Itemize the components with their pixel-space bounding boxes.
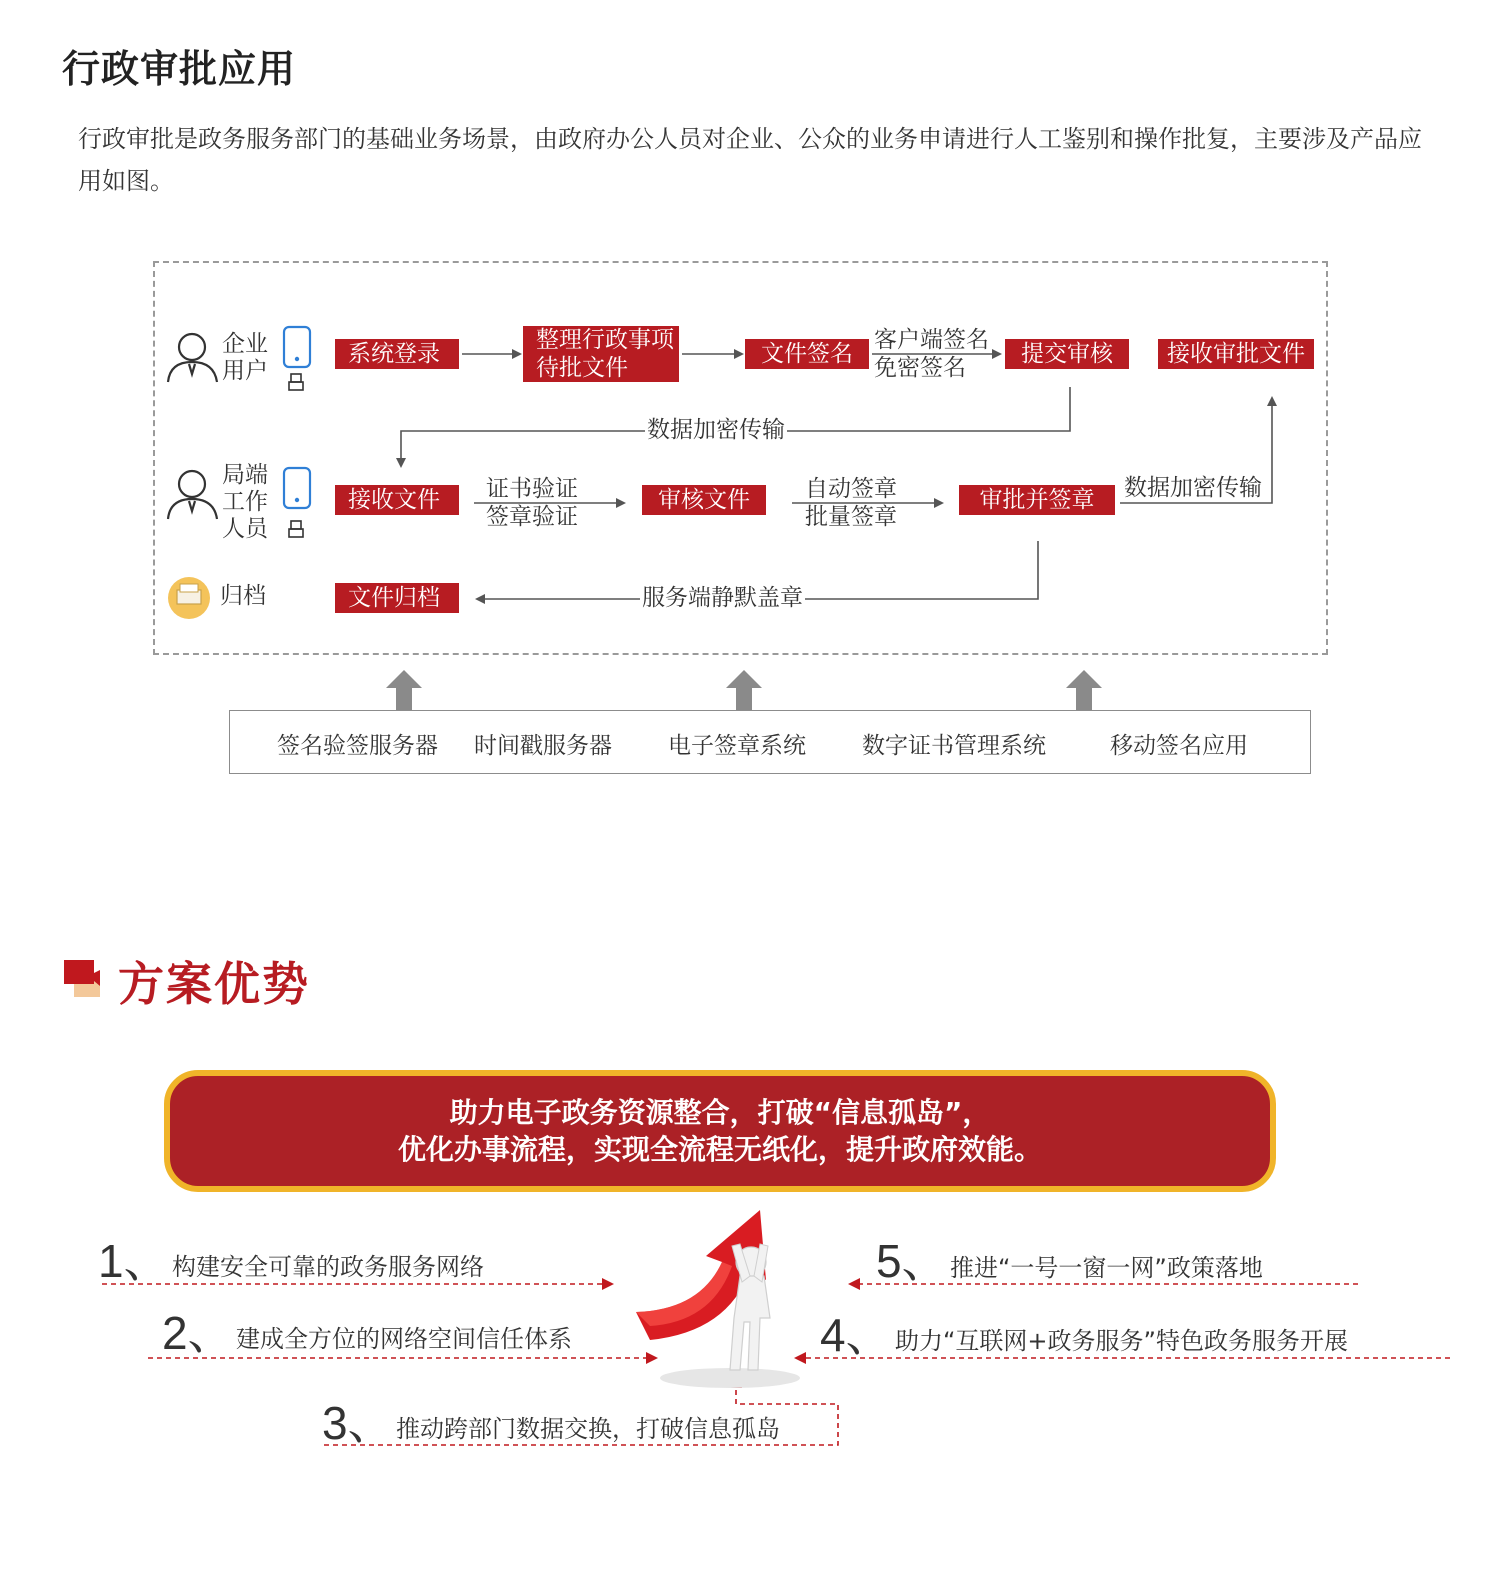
- advantage-banner: [164, 1070, 1276, 1192]
- usb-key-icon-enterprise: [289, 374, 303, 390]
- box-review-file: 审核文件: [642, 485, 766, 515]
- system-sign-verify-server: 签名验签服务器: [277, 733, 438, 759]
- label-auto-seal: 自动签章: [805, 476, 897, 502]
- point-1-number: 1、: [98, 1235, 170, 1287]
- label-encrypt-2: 数据加密传输: [1124, 475, 1262, 501]
- box-system-login: 系统登录: [335, 339, 459, 369]
- box-approve-seal: 审批并签章: [959, 485, 1115, 515]
- label-cert-verify: 证书验证: [486, 476, 578, 502]
- box-archive-file: 文件归档: [335, 583, 459, 613]
- phone-icon-office: [284, 468, 310, 508]
- label-server-seal: 服务端静默盖章: [642, 585, 803, 611]
- archive-box-icon: [168, 577, 210, 619]
- system-mobile-sign: 移动签名应用: [1110, 733, 1248, 759]
- point-4-number: 4、: [820, 1309, 892, 1361]
- box-receive-file: 接收文件: [335, 485, 459, 515]
- system-e-seal: 电子签章系统: [668, 733, 806, 759]
- point-5-number: 5、: [876, 1235, 948, 1287]
- point-3-text: 推动跨部门数据交换，打破信息孤岛: [396, 1415, 780, 1443]
- section-title-advantages: 方案优势: [118, 957, 310, 1011]
- box-submit-review: 提交审核: [1005, 339, 1129, 369]
- usb-key-icon-office: [289, 521, 303, 537]
- row-label-enterprise: 企业 用户: [222, 331, 268, 384]
- section-title-approval: 行政审批应用: [62, 47, 297, 91]
- row-label-archive: 归档: [220, 583, 266, 609]
- system-timestamp-server: 时间戳服务器: [474, 733, 612, 759]
- system-up-arrows: [386, 670, 1102, 710]
- label-client-sign: 客户端签名: [874, 327, 989, 353]
- intro-paragraph: 行政审批是政务服务部门的基础业务场景，由政府办公人员对企业、公众的业务申请进行人工鉴别和操作批复，主要涉及产品应用如图。: [78, 125, 1422, 195]
- banner-line-1: 助力电子政务资源整合，打破“信息孤岛”，: [449, 1096, 991, 1129]
- label-seal-verify: 签章验证: [486, 504, 578, 530]
- person-icon-enterprise: [168, 334, 217, 382]
- label-batch-seal: 批量签章: [805, 504, 897, 530]
- box-receive-approval: 接收审批文件: [1158, 339, 1314, 369]
- system-cert-management: 数字证书管理系统: [862, 733, 1046, 759]
- phone-icon-enterprise: [284, 327, 310, 367]
- point-2-text: 建成全方位的网络空间信任体系: [236, 1325, 572, 1353]
- point-3-number: 3、: [322, 1397, 394, 1449]
- section-square-icon: [64, 960, 100, 997]
- box-file-sign: 文件签名: [745, 339, 869, 369]
- label-no-pwd-sign: 免密签名: [874, 355, 966, 381]
- label-encrypt-1: 数据加密传输: [647, 417, 785, 443]
- box-organize-files: 整理行政事项 待批文件: [523, 326, 679, 382]
- banner-line-2: 优化办事流程，实现全流程无纸化，提升政府效能。: [397, 1133, 1042, 1166]
- rising-arrow-figure-icon: [636, 1210, 800, 1388]
- point-4-text: 助力“互联网+政务服务”特色政务服务开展: [895, 1327, 1348, 1355]
- point-5-text: 推进“一号一窗一网”政策落地: [950, 1254, 1263, 1282]
- point-1-text: 构建安全可靠的政务服务网络: [172, 1253, 484, 1281]
- point-2-number: 2、: [162, 1307, 234, 1359]
- person-icon-office: [168, 471, 217, 519]
- row-label-office: 局端 工作 人员: [222, 462, 268, 542]
